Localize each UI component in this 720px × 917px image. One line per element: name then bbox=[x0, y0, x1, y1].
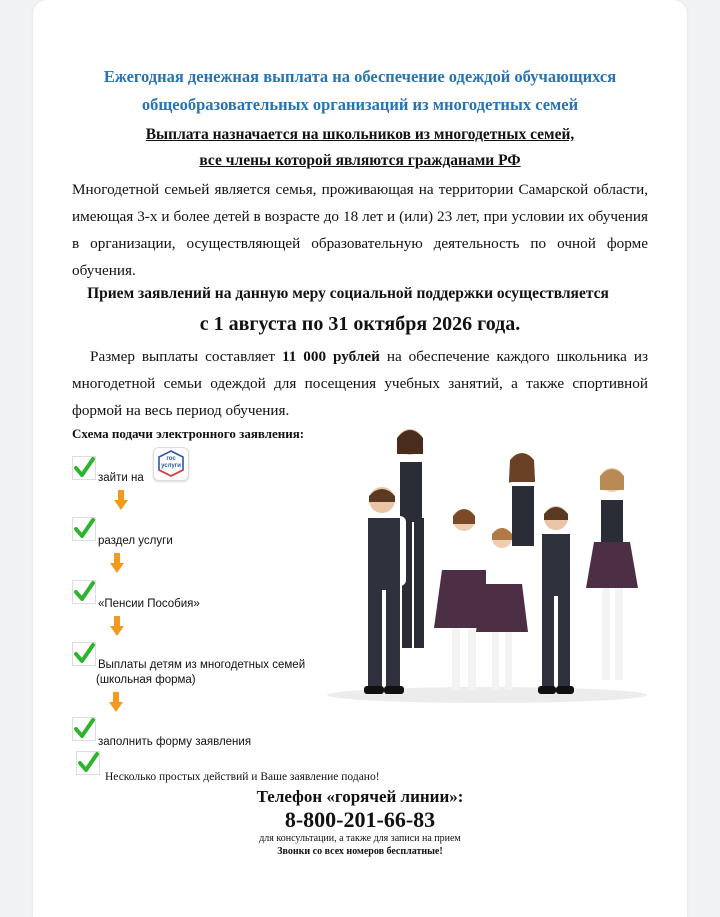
check-icon bbox=[72, 456, 96, 480]
arrow-down-icon bbox=[109, 692, 123, 712]
schema-title: Схема подачи электронного заявления: bbox=[72, 426, 305, 441]
step-4-label: Выплаты детям из многодетных семей bbox=[98, 659, 306, 671]
hotline-title: Телефон «горячей линии»: bbox=[256, 787, 464, 806]
amount-line2: многодетной семьи одеждой для посещения учебных занятий, а также спортивной bbox=[72, 375, 648, 392]
reception-period: с 1 августа по 31 октября 2026 года. bbox=[199, 313, 521, 335]
step-1-label: зайти на bbox=[98, 472, 144, 484]
arrow-down-icon bbox=[110, 553, 124, 573]
check-icon bbox=[72, 580, 96, 604]
step-2-label: раздел услуги bbox=[98, 535, 173, 547]
subtitle-line2: все члены которой являются гражданами РФ bbox=[199, 152, 521, 169]
check-icon bbox=[76, 751, 100, 775]
step-3-label: «Пенсии Пособия» bbox=[98, 598, 200, 610]
check-icon bbox=[72, 642, 96, 666]
amount-sum: 11 000 рублей bbox=[281, 348, 380, 365]
step-6-label: Несколько простых действий и Ваше заявление подано! bbox=[105, 771, 380, 783]
arrow-down-icon bbox=[110, 616, 124, 636]
definition-line2: имеющая 3-х и более детей в возрасте до 18 лет и (или) 23 лет, при условии их обучения bbox=[72, 208, 648, 225]
step-5-label: заполнить форму заявления bbox=[98, 736, 252, 748]
children-photo bbox=[322, 420, 652, 705]
reception-line: Прием заявлений на данную меру социальной поддержки осуществляется bbox=[87, 285, 609, 302]
gosuslugi-logo[interactable]: гос услуги bbox=[153, 447, 189, 481]
definition-line3: в организации, осуществляющей образовательную деятельность по очной форме bbox=[72, 235, 648, 252]
hotline-number[interactable]: 8-800-201-66-83 bbox=[284, 807, 436, 832]
check-icon bbox=[72, 717, 96, 741]
amount-line3: формой на весь период обучения. bbox=[72, 402, 290, 419]
arrow-down-icon bbox=[114, 490, 128, 510]
page-title-line2: общеобразовательных организаций из многодетных семей bbox=[141, 95, 579, 114]
definition-line4: обучения. bbox=[72, 262, 136, 279]
subtitle-line1: Выплата назначается на школьников из многодетных семей, bbox=[145, 126, 575, 143]
step-4-label-line2: (школьная форма) bbox=[96, 674, 196, 686]
definition-line1: Многодетной семьей является семья, проживающая на территории Самарской области, bbox=[72, 181, 648, 198]
check-icon bbox=[72, 517, 96, 541]
hotline-free-note: Звонки со всех номеров бесплатные! bbox=[277, 846, 443, 857]
amount-line1: Размер выплаты составляет 11 000 рублей на обеспечение каждого школьника из bbox=[90, 348, 648, 365]
page-title-line1: Ежегодная денежная выплата на обеспечение одеждой обучающихся bbox=[103, 67, 617, 86]
hotline-note: для консультации, а также для записи на прием bbox=[259, 833, 461, 844]
